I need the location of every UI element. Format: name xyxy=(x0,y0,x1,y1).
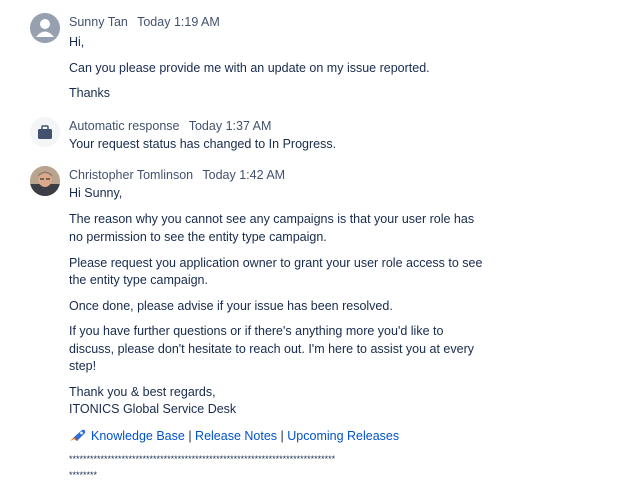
comment-header xyxy=(69,168,285,182)
rocket-icon xyxy=(69,428,87,442)
comment-text: Please request you application owner to grant your user role access to see xyxy=(69,256,483,270)
comment-text: Hi, xyxy=(69,35,85,49)
upcoming-releases-link[interactable]: Upcoming Releases xyxy=(287,429,400,443)
user-avatar-icon[interactable] xyxy=(30,13,60,43)
author-name[interactable]: Christopher Tomlinson xyxy=(69,168,194,182)
timestamp[interactable]: Today 1:37 AM xyxy=(188,119,272,133)
user-avatar-icon[interactable] xyxy=(30,166,60,196)
comment-text: Can you please provide me with an update on my issue reported. xyxy=(69,61,430,75)
comment-text: Thanks xyxy=(69,86,110,100)
author-name[interactable]: Sunny Tan xyxy=(69,15,128,29)
link-separator: | xyxy=(280,429,284,443)
link-separator: | xyxy=(188,429,192,443)
separator-stars: **************************************************************************** xyxy=(69,454,336,464)
timestamp[interactable]: Today 1:19 AM xyxy=(137,15,220,29)
signature-closing: Thank you & best regards, xyxy=(69,385,216,399)
briefcase-icon xyxy=(30,117,60,147)
comment-text: discuss, please don't hesitate to reach out. I'm here to assist you at every xyxy=(69,342,474,356)
signature-links xyxy=(69,428,399,443)
comment-text: Your request status has changed to In Progress. xyxy=(69,137,337,151)
comment-text: Hi Sunny, xyxy=(69,186,123,200)
release-notes-link[interactable]: Release Notes xyxy=(195,429,278,443)
comment-text: The reason why you cannot see any campaigns is that your user role has xyxy=(69,212,475,226)
comment-header xyxy=(69,119,271,133)
author-name: Automatic response xyxy=(69,119,180,133)
comment-text: no permission to see the entity type campaign. xyxy=(69,230,327,244)
separator-stars: ******** xyxy=(69,470,98,480)
comment-text: step! xyxy=(69,359,97,373)
timestamp[interactable]: Today 1:42 AM xyxy=(202,168,286,182)
knowledge-base-link[interactable]: Knowledge Base xyxy=(91,429,185,443)
signature-team: ITONICS Global Service Desk xyxy=(69,402,237,416)
comment-text: Once done, please advise if your issue has been resolved. xyxy=(69,299,393,313)
comment-text: the entity type campaign. xyxy=(69,273,208,287)
comment-text: If you have further questions or if there's anything more you'd like to xyxy=(69,324,444,338)
comment-header xyxy=(69,15,220,29)
